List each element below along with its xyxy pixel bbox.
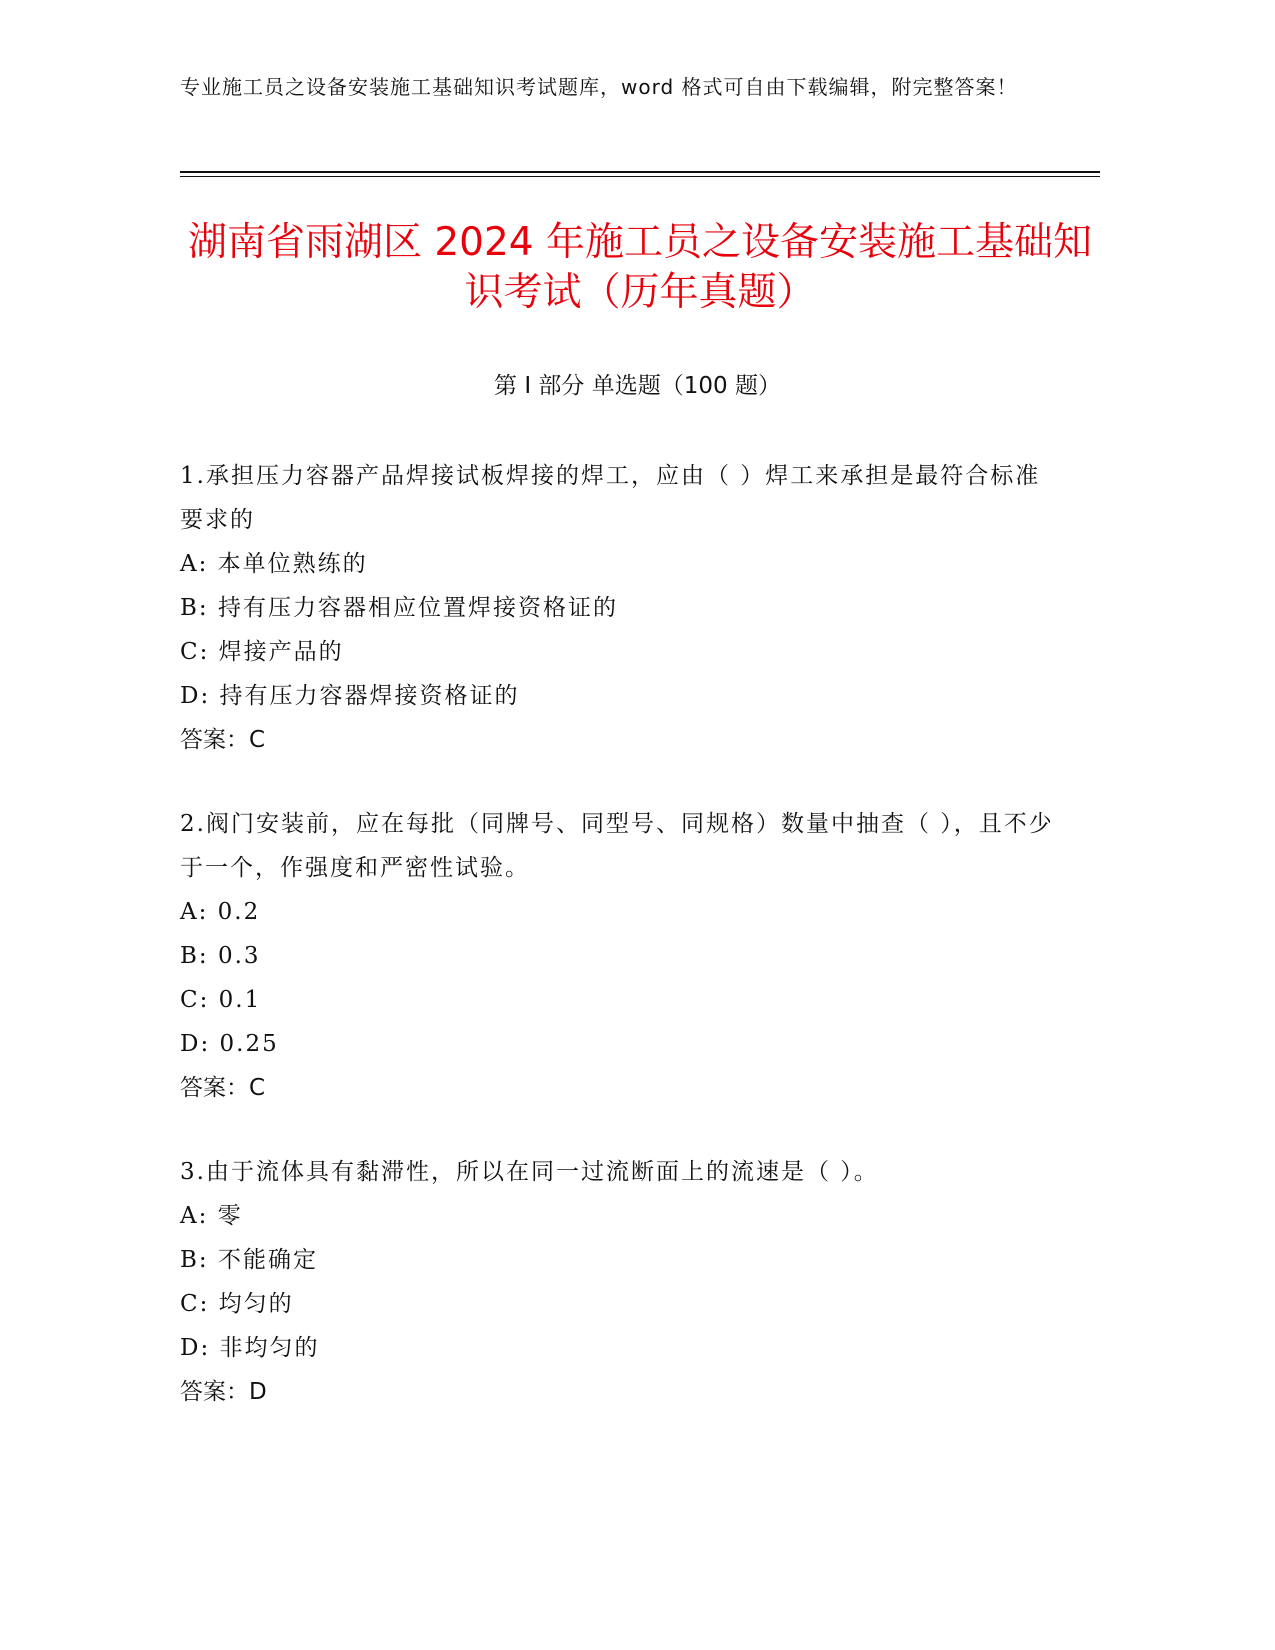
question-stem: 3.由于流体具有黏滞性，所以在同一过流断面上的流速是（ ）。 <box>180 1159 879 1185</box>
option-b: B: 0.3 <box>180 943 261 969</box>
question-stem: 2.阀门安装前，应在每批（同牌号、同型号、同规格）数量中抽查（ ），且不少于一个，作强度和严密性试验。 <box>180 811 1054 881</box>
question-stem: 1.承担压力容器产品焊接试板焊接的焊工，应由（ ）焊工来承担是最符合标准要求的 <box>180 463 1041 533</box>
option-d: D: 非均匀的 <box>180 1335 320 1361</box>
answer: 答案：C <box>180 727 266 753</box>
question-list <box>180 454 1060 1454</box>
option-a: A: 本单位熟练的 <box>180 551 368 577</box>
section-title: 第 I 部分 单选题（100 题） <box>494 373 781 399</box>
question-1 <box>180 454 1060 762</box>
document-title: 湖南省雨湖区 2024 年施工员之设备安装施工基础知识考试（历年真题） <box>187 220 1093 315</box>
option-c: C: 均匀的 <box>180 1291 294 1317</box>
option-c: C: 0.1 <box>180 987 262 1013</box>
header-note: 专业施工员之设备安装施工基础知识考试题库，word 格式可自由下载编辑，附完整答案！ <box>180 75 1018 99</box>
option-a: A: 零 <box>180 1203 243 1229</box>
answer: 答案：D <box>180 1379 267 1405</box>
option-d: D: 持有压力容器焊接资格证的 <box>180 683 520 709</box>
option-b: B: 不能确定 <box>180 1247 318 1273</box>
option-c: C: 焊接产品的 <box>180 639 344 665</box>
question-2 <box>180 802 1060 1110</box>
question-3 <box>180 1150 1060 1414</box>
option-b: B: 持有压力容器相应位置焊接资格证的 <box>180 595 618 621</box>
option-a: A: 0.2 <box>180 899 261 925</box>
header-rule-thick <box>180 171 1100 173</box>
answer: 答案：C <box>180 1075 266 1101</box>
header-rule-thin <box>180 176 1100 177</box>
option-d: D: 0.25 <box>180 1031 279 1057</box>
